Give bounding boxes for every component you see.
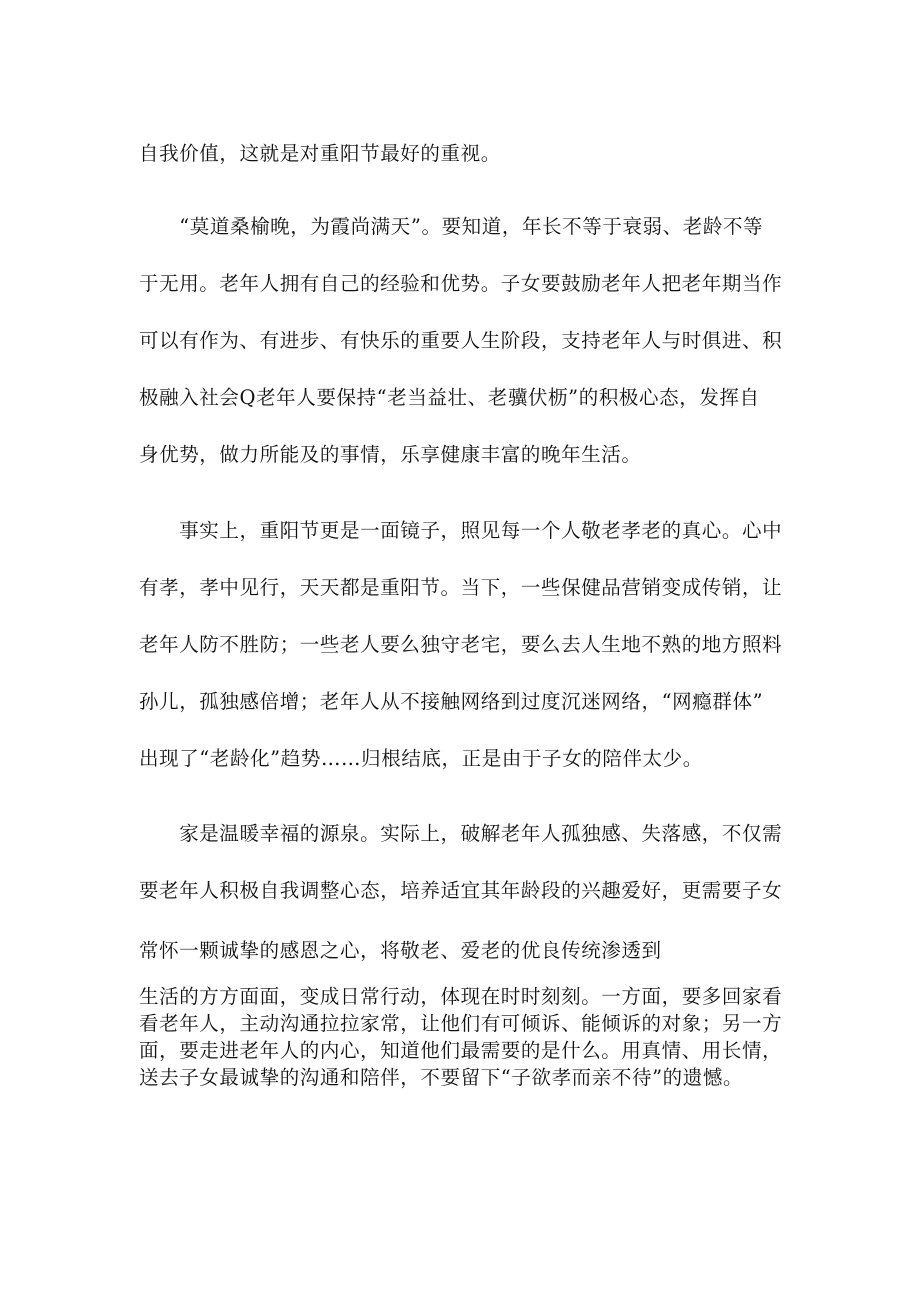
text-line: 可以有作为、有进步、有快乐的重要人生阶段，支持老年人与时俱进、积 [139, 329, 783, 352]
text-line: 事实上，重阳节更是一面镜子，照见每一个人敬老孝老的真心。心中 [139, 519, 783, 542]
text-line: 看老年人，主动沟通拉拉家常，让他们有可倾诉、能倾诉的对象；另一方 [139, 1012, 783, 1035]
text-line: 常怀一颗诚挚的感恩之心，将敬老、爱老的优良传统渗透到 [139, 939, 662, 962]
text-line: 身优势，做力所能及的事情，乐享健康丰富的晚年生活。 [139, 443, 642, 466]
text-line: 面，要走进老年人的内心，知道他们最需要的是什么。用真情、用长情， [139, 1039, 783, 1062]
text-line: 生活的方方面面，变成日常行动，体现在时时刻刻。一方面，要多回家看 [139, 985, 783, 1008]
text-line: 于无用。老年人拥有自己的经验和优势。子女要鼓励老年人把老年期当作 [139, 272, 783, 295]
text-line: “莫道桑榆晚，为霞尚满天”。要知道，年长不等于衰弱、老龄不等 [139, 215, 764, 238]
text-line: 有孝，孝中见行，天天都是重阳节。当下，一些保健品营销变成传销，让 [139, 576, 783, 599]
text-line: 孙儿，孤独感倍增；老年人从不接触网络到过度沉迷网络，“网瘾群体” [139, 690, 764, 713]
text-line: 要老年人积极自我调整心态，培养适宜其年龄段的兴趣爱好，更需要子女 [139, 879, 783, 902]
text-line: 家是温暖幸福的源泉。实际上，破解老年人孤独感、失落感，不仅需 [139, 822, 783, 845]
text-line: 极融入社会Q老年人要保持“老当益壮、老骥伏枥”的积极心态，发挥自 [139, 386, 760, 409]
text-line: 送去子女最诚挚的沟通和陪伴，不要留下“子欲孝而亲不待”的遗憾。 [139, 1066, 744, 1089]
text-line: 出现了“老龄化”趋势……归根结底，正是由于子女的陪伴太少。 [139, 747, 703, 770]
text-line: 老年人防不胜防；一些老人要么独守老宅，要么去人生地不熟的地方照料 [139, 633, 783, 656]
text-line: 自我价值，这就是对重阳节最好的重视。 [139, 142, 501, 165]
